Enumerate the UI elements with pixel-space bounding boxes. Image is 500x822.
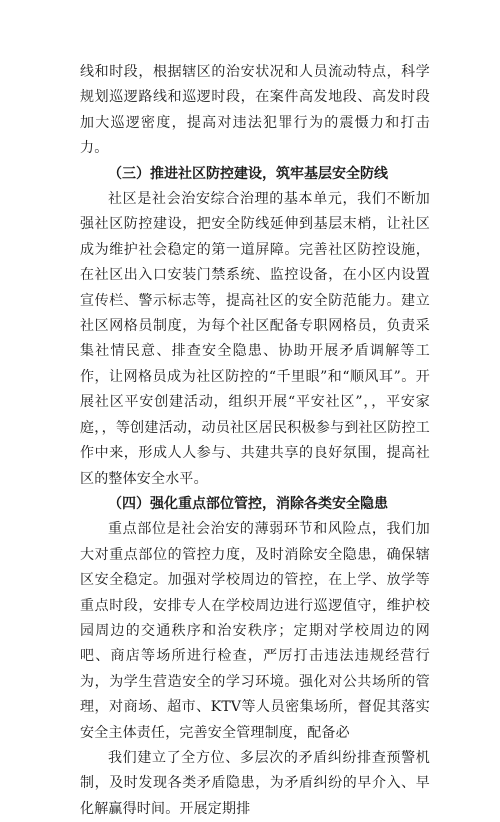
paragraph-continuation: 线和时段，根据辖区的治安状况和人员流动特点，科学规划巡逻路线和巡逻时段，在案件高发地段、高发时段加大巡逻密度，提高对违法犯罪行为的震慑力和打击力。 (80, 64, 430, 157)
section-heading-3: （三）推进社区防控建设，筑牢基层安全防线 (108, 165, 388, 182)
paragraph-key-sites: 重点部位是社会治安的薄弱环节和风险点，我们加大对重点部位的管控力度，及时消除安全隐患，确保辖区安全稳定。加强对学校周边的管控，在上学、放学等重点时段，安排专人在学校周边进行巡逻值守，维护校园周边的交通秩序和治安秩序；定期对学校周边的网吧、商店等场所进行检查，严厉打击违法违规经营行为，为学生营造安全的学习环境。强化对公共场所的管理，对商场、超市、KTV等人员密集场所，督促其落实安全主体责任，完善安全管理制度，配备必 (80, 521, 430, 741)
document-page (80, 60, 430, 822)
section-heading-4: （四）强化重点部位管控，消除各类安全隐患 (108, 495, 388, 512)
paragraph-community: 社区是社会治安综合治理的基本单元，我们不断加强社区防控建设，把安全防线延伸到基层末梢，让社区成为维护社会稳定的第一道屏障。完善社区防控设施，在社区出入口安装门禁系统、监控设备，在小区内设置宣传栏、警示标志等，提高社区的安全防范能力。建立社区网格员制度，为每个社区配备专职网格员，负责采集社情民意、排查安全隐患、协助开展矛盾调解等工作，让网格员成为社区防控的“千里眼”和“顺风耳”。开展社区平安创建活动，组织开展“平安社区”，，平安家庭，，等创建活动，动员社区居民积极参与到社区防控工作中来，形成人人参与、共建共享的良好氛围，提高社区的整体安全水平。 (80, 191, 430, 487)
paragraph-dispute: 我们建立了全方位、多层次的矛盾纠纷排查预警机制，及时发现各类矛盾隐患，为矛盾纠纷的早介入、早化解赢得时间。开展定期排 (80, 749, 430, 817)
